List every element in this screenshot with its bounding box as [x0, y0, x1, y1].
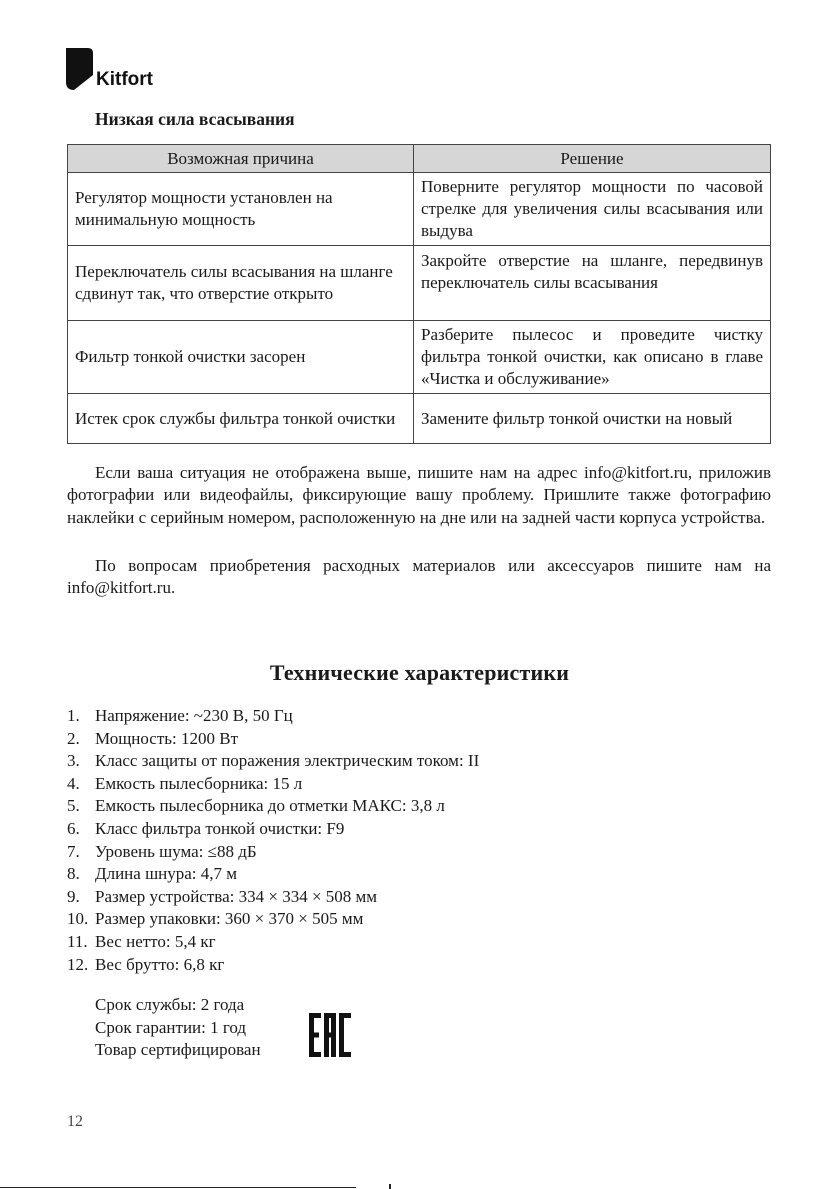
item-text: Напряжение: ~230 В, 50 Гц [95, 706, 293, 725]
item-number: 11. [67, 931, 88, 951]
solution-cell: Закройте отверстие на шланге, передвинув переключатель силы всасывания [414, 246, 771, 321]
item-text: Мощность: 1200 Вт [95, 728, 239, 748]
table-row [68, 394, 771, 444]
item-number: 4. [67, 773, 80, 793]
troubleshooting-table [67, 144, 771, 444]
item-number: 7. [67, 841, 80, 861]
warranty-period: Срок гарантии: 1 год [95, 1017, 247, 1037]
item-number: 10. [67, 909, 89, 929]
bottom-divider [0, 1187, 356, 1188]
item-number: 6. [67, 818, 80, 838]
item-text: Класс защиты от поражения электрическим током: II [95, 751, 480, 771]
item-text: Класс фильтра тонкой очистки: F9 [95, 818, 345, 838]
page-number: 12 [67, 1113, 83, 1130]
list-item [67, 908, 479, 931]
list-item [67, 863, 479, 886]
table-row [68, 173, 771, 246]
item-text: Размер устройства: 334 × 334 × 508 мм [95, 886, 378, 906]
cause-cell: Переключатель силы всасывания на шланге сдвинут так, что отверстие открыто [68, 246, 414, 321]
table-header-row [68, 145, 771, 173]
item-text: Размер упаковки: 360 × 370 × 505 мм [95, 909, 364, 929]
list-item [67, 886, 479, 909]
brand-name: Kitfort [96, 69, 153, 90]
solution-cell: Разберите пылесос и проведите чистку фильтра тонкой очистки, как описано в главе «Чистка и обслуживание» [414, 321, 771, 394]
list-item [67, 728, 479, 751]
list-item [67, 705, 479, 728]
list-item [67, 750, 479, 773]
column-header-cause: Возможная причина [68, 145, 414, 173]
list-item [67, 841, 479, 864]
list-item [67, 954, 479, 977]
specs-list [67, 705, 479, 976]
brand-logo [66, 48, 153, 90]
eac-certification-icon [309, 1013, 351, 1057]
section-title: Низкая сила всасывания [95, 109, 295, 129]
accessories-paragraph: По вопросам приобретения расходных материалов или аксессуаров пишите нам на info@kitfort.ru. [67, 556, 771, 598]
kitfort-logo-icon [66, 48, 94, 90]
item-text: Вес нетто: 5,4 кг [95, 931, 216, 951]
item-number: 2. [67, 728, 80, 748]
item-number: 12. [67, 954, 89, 974]
cause-cell: Фильтр тонкой очистки засорен [68, 321, 414, 394]
item-text: Длина шнура: 4,7 м [95, 864, 238, 884]
certification-note: Товар сертифицирован [95, 1040, 261, 1060]
item-number: 8. [67, 864, 80, 884]
list-item [67, 795, 479, 818]
item-number: 1. [67, 706, 80, 725]
solution-cell: Замените фильтр тонкой очистки на новый [414, 394, 771, 444]
contact-paragraph: Если ваша ситуация не отображена выше, пишите нам на адрес info@kitfort.ru, приложив фотографии или видеофайлы, фиксирующие вашу проблему. Пришлите также фотографию наклейки с серийным номером, расположенную на дне или на задней части корпуса устройства. [67, 463, 771, 527]
table-row [68, 246, 771, 321]
service-info [95, 994, 261, 1062]
list-item [67, 931, 479, 954]
column-header-solution: Решение [414, 145, 771, 173]
item-number: 3. [67, 751, 80, 771]
list-item [67, 818, 479, 841]
item-number: 5. [67, 796, 80, 816]
bottom-tick-mark [389, 1184, 391, 1189]
service-life: Срок службы: 2 года [95, 995, 245, 1014]
item-text: Емкость пылесборника до отметки МАКС: 3,8 л [95, 796, 445, 816]
cause-cell: Истек срок службы фильтра тонкой очистки [68, 394, 414, 444]
item-number: 9. [67, 886, 80, 906]
item-text: Вес брутто: 6,8 кг [95, 954, 225, 974]
table-row [68, 321, 771, 394]
item-text: Уровень шума: ≤88 дБ [95, 841, 257, 861]
tech-specs-title: Технические характеристики [269, 660, 570, 685]
solution-cell: Поверните регулятор мощности по часовой стрелке для увеличения силы всасывания или выдува [414, 173, 771, 246]
cause-cell: Регулятор мощности установлен на минимальную мощность [68, 173, 414, 246]
list-item [67, 773, 479, 796]
item-text: Емкость пылесборника: 15 л [95, 773, 303, 793]
